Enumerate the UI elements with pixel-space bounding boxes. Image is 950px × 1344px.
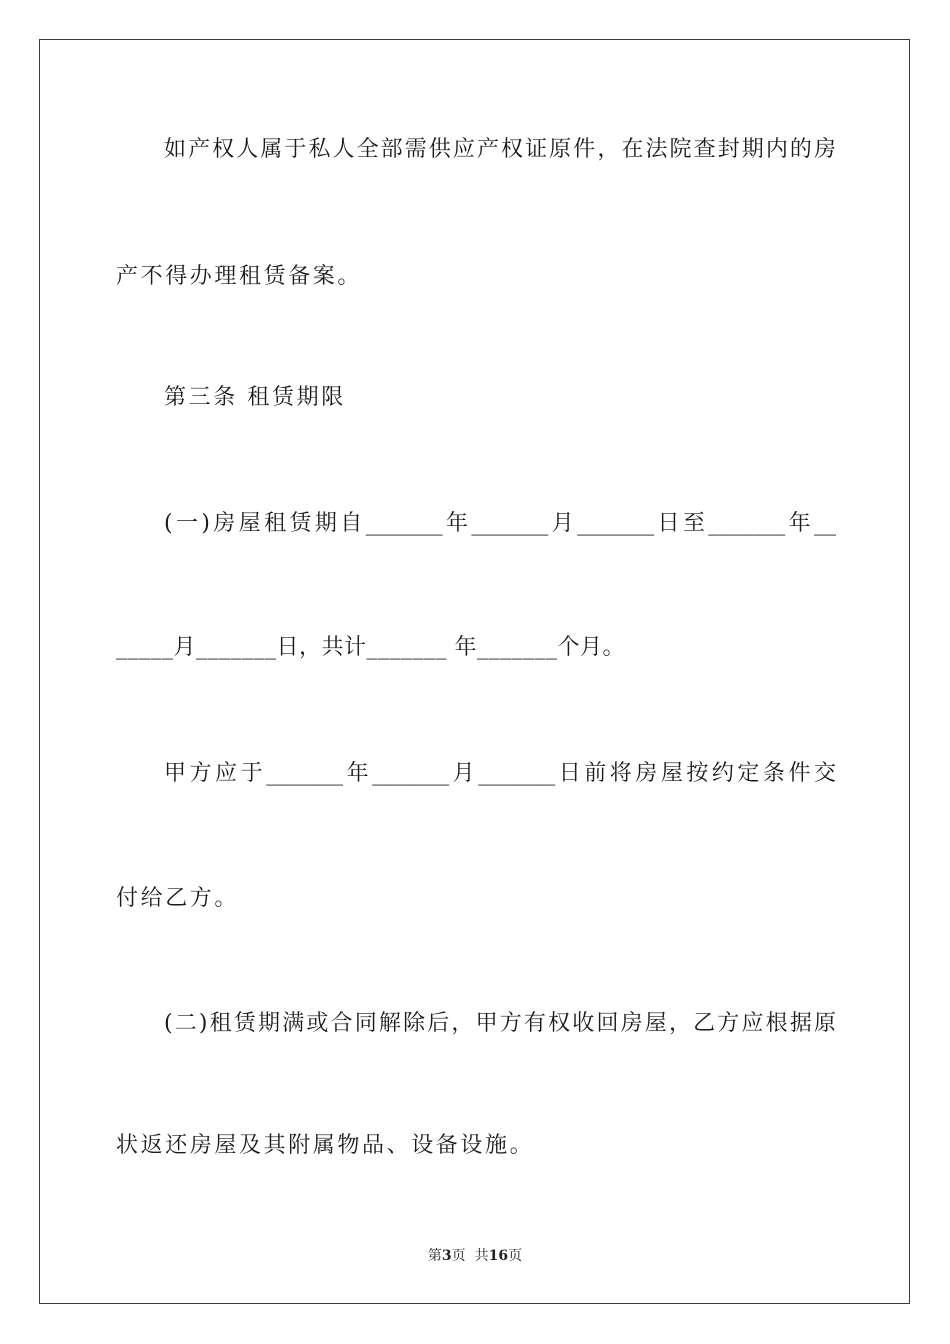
paragraph-line-5: 甲方应于_______年_______月_______日前将房屋按约定条件交 [164,761,836,786]
footer-current-page: 3 [441,1248,452,1264]
paragraph-line-6: 付给乙方。 [116,886,240,911]
paragraph-line-1: 如产权人属于私人全部需供应产权证原件，在法院查封期内的房 [164,137,836,162]
paragraph-line-7: (二)租赁期满或合同解除后，甲方有权收回房屋，乙方应根据原 [164,1011,836,1036]
paragraph-line-8: 状返还房屋及其附属物品、设备设施。 [116,1133,535,1158]
paragraph-line-4: _____月_______日，共计_______ 年_______个月。 [116,635,625,660]
footer-total-pages: 16 [488,1248,509,1264]
page-border [39,39,910,1304]
paragraph-line-2: 产不得办理租赁备案。 [116,264,363,289]
page-footer [0,1246,950,1266]
footer-prefix: 第 [427,1248,442,1264]
footer-mid: 页 共 [451,1248,489,1264]
article-heading: 第三条 租赁期限 [164,385,346,410]
paragraph-line-3: (一)房屋租赁期自_______年_______月_______日至_______年__ [164,511,836,536]
footer-suffix: 页 [508,1248,523,1264]
